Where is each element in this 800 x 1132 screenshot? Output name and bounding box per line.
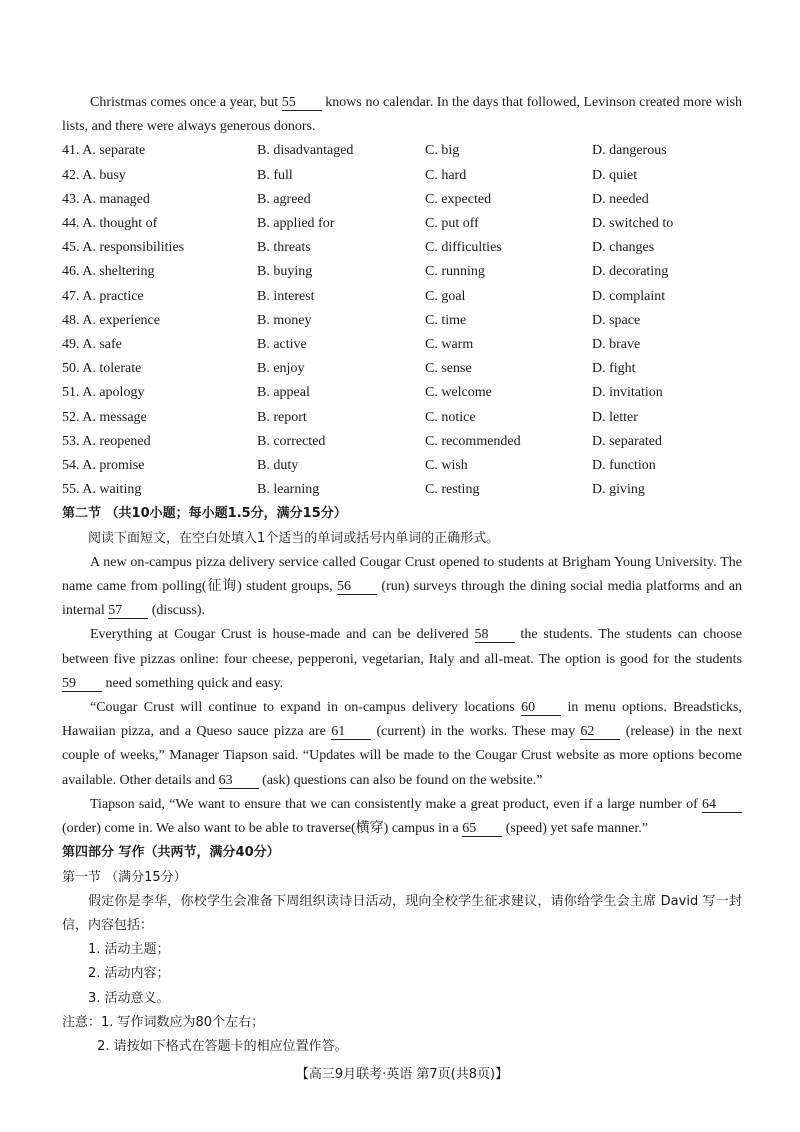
option-choice: C. expected	[425, 191, 492, 207]
option-choice: C. welcome	[425, 385, 492, 401]
option-choice: B. appeal	[257, 385, 310, 401]
option-choice: 53. A. reopened	[62, 433, 151, 449]
option-choice: C. resting	[425, 482, 480, 498]
text-segment: (ask) questions can also be found on the website.”	[258, 772, 543, 788]
option-choice: D. changes	[592, 240, 655, 256]
text-segment: (run) surveys through the dining social media platforms and an internal	[62, 579, 743, 619]
option-choice: D. brave	[592, 337, 641, 353]
option-choice: 46. A. sheltering	[62, 264, 155, 280]
option-choice: C. hard	[425, 167, 467, 183]
text-segment: in menu options. Breadsticks, Hawaiian pizza, and a Queso sauce pizza are	[62, 700, 742, 740]
intro-paragraph	[62, 91, 742, 139]
option-choice: D. letter	[592, 409, 638, 425]
option-choice: C. put off	[425, 216, 479, 232]
prompt-item: 2. 活动内容；	[88, 966, 170, 982]
option-choice: 48. A. experience	[62, 312, 160, 328]
option-choice: D. decorating	[592, 264, 669, 280]
option-choice: 50. A. tolerate	[62, 361, 142, 377]
option-choice: B. enjoy	[257, 361, 305, 377]
option-choice: D. invitation	[592, 385, 663, 401]
option-choice: B. buying	[257, 264, 313, 280]
option-choice: D. quiet	[592, 167, 638, 183]
option-choice: B. disadvantaged	[257, 143, 354, 159]
text-segment: (current) in the works. These may	[371, 724, 581, 740]
option-choice: D. switched to	[592, 216, 674, 232]
option-choice: D. dangerous	[592, 143, 667, 159]
note-2: 2. 请按如下格式在答题卡的相应位置作答。	[97, 1038, 348, 1054]
option-choice: B. active	[257, 337, 307, 353]
text-segment: (order) come in. We also want to be able to traverse(横穿) campus in a	[62, 821, 463, 837]
option-choice: C. difficulties	[425, 240, 502, 256]
section1-heading: 第一节 （满分15分）	[62, 869, 187, 885]
option-choice: C. wish	[425, 458, 468, 474]
section2-heading: 第二节 （共10小题；每小题1.5分，满分15分）	[62, 506, 347, 522]
option-choice: D. space	[592, 312, 641, 328]
prompt-item: 1. 活动主题；	[88, 942, 170, 958]
answer-blank: 65	[462, 821, 502, 837]
prompt-item: 3. 活动意义。	[88, 990, 170, 1006]
option-choice: C. running	[425, 264, 485, 280]
text-segment: the students. The students can choose between five pizzas online: four cheese, pepperoni, vegetarian, Italy and all-meat. The option is good for the students	[62, 627, 743, 667]
option-choice: C. recommended	[425, 433, 521, 449]
text-segment: Everything at Cougar Crust is house-made and can be delivered	[90, 627, 475, 643]
text-segment: (release) in the next couple of weeks,” Manager Tiapson said. “Updates will be made to the Cougar Crust website as more options become available. Other details and	[62, 724, 742, 788]
option-choice: C. sense	[425, 361, 472, 377]
answer-blank: 56	[337, 579, 377, 595]
option-choice: D. needed	[592, 191, 649, 207]
text-segment: (speed) yet safe manner.”	[502, 821, 648, 837]
option-choice: 51. A. apology	[62, 385, 145, 401]
option-choice: D. giving	[592, 482, 645, 498]
options-grid	[62, 139, 742, 502]
option-choice: B. duty	[257, 458, 299, 474]
option-choice: D. separated	[592, 433, 662, 449]
option-choice: 41. A. separate	[62, 143, 146, 159]
exam-page	[62, 91, 742, 1087]
answer-blank: 61	[331, 724, 371, 740]
option-choice: 52. A. message	[62, 409, 147, 425]
passage-paragraph	[62, 696, 742, 793]
option-choice: B. full	[257, 167, 293, 183]
answer-blank: 64	[702, 797, 742, 813]
answer-blank: 59	[62, 676, 102, 692]
answer-blank: 57	[108, 603, 148, 619]
text-segment: knows no calendar. In the days that followed, Levinson created more wish lists, and there were always generous donors.	[62, 95, 742, 135]
answer-blank: 58	[475, 627, 515, 643]
text-segment: “Cougar Crust will continue to expand in on-campus delivery locations	[90, 700, 522, 716]
text-segment: (discuss).	[148, 603, 206, 619]
option-choice: D. function	[592, 458, 656, 474]
writing-prompt: 假定你是李华，你校学生会准备下周组织读诗日活动，现向全校学生征求建议，请你给学生会主席 David 写一封信，内容包括：	[62, 893, 742, 933]
option-choice: B. threats	[257, 240, 311, 256]
answer-blank: 63	[219, 773, 259, 789]
passage-paragraph	[62, 623, 742, 696]
option-choice: B. learning	[257, 482, 320, 498]
section2-instruction: 阅读下面短文，在空白处填入1个适当的单词或括号内单词的正确形式。	[88, 530, 500, 546]
text-segment: need something quick and easy.	[102, 675, 284, 691]
option-choice: 43. A. managed	[62, 191, 150, 207]
option-choice: B. report	[257, 409, 307, 425]
option-choice: B. corrected	[257, 433, 326, 449]
option-choice: 47. A. practice	[62, 288, 144, 304]
answer-blank: 62	[580, 724, 620, 740]
answer-blank: 55	[282, 95, 322, 111]
text-segment: A new on-campus pizza delivery service called Cougar Crust opened to students at Brigham Young University. The name came from polling(征询) student groups,	[62, 554, 742, 595]
answer-blank: 60	[521, 700, 561, 716]
option-choice: C. big	[425, 143, 460, 159]
passage-paragraph	[62, 551, 742, 624]
note-1: 注意：1. 写作词数应为80个左右；	[62, 1014, 265, 1030]
option-choice: B. agreed	[257, 191, 311, 207]
option-choice: D. complaint	[592, 288, 666, 304]
option-choice: C. warm	[425, 337, 474, 353]
text-segment: Tiapson said, “We want to ensure that we can consistently make a great product, even if a large number of	[90, 796, 702, 812]
option-choice: 44. A. thought of	[62, 216, 158, 232]
page-footer: 【高三9月联考·英语 第7页(共8页)】	[295, 1067, 509, 1083]
passage-paragraph	[62, 793, 742, 841]
option-choice: B. applied for	[257, 216, 335, 232]
option-choice: 42. A. busy	[62, 167, 126, 183]
option-choice: 49. A. safe	[62, 337, 122, 353]
option-choice: C. goal	[425, 288, 466, 304]
option-choice: B. money	[257, 312, 312, 328]
text-segment: Christmas comes once a year, but	[90, 95, 282, 110]
part4-heading: 第四部分 写作（共两节，满分40分）	[62, 845, 280, 861]
option-choice: 45. A. responsibilities	[62, 240, 185, 256]
option-choice: C. time	[425, 312, 467, 328]
option-choice: D. fight	[592, 361, 636, 377]
option-choice: 54. A. promise	[62, 458, 145, 474]
option-choice: 55. A. waiting	[62, 482, 142, 498]
option-choice: C. notice	[425, 409, 476, 425]
option-choice: B. interest	[257, 288, 315, 304]
